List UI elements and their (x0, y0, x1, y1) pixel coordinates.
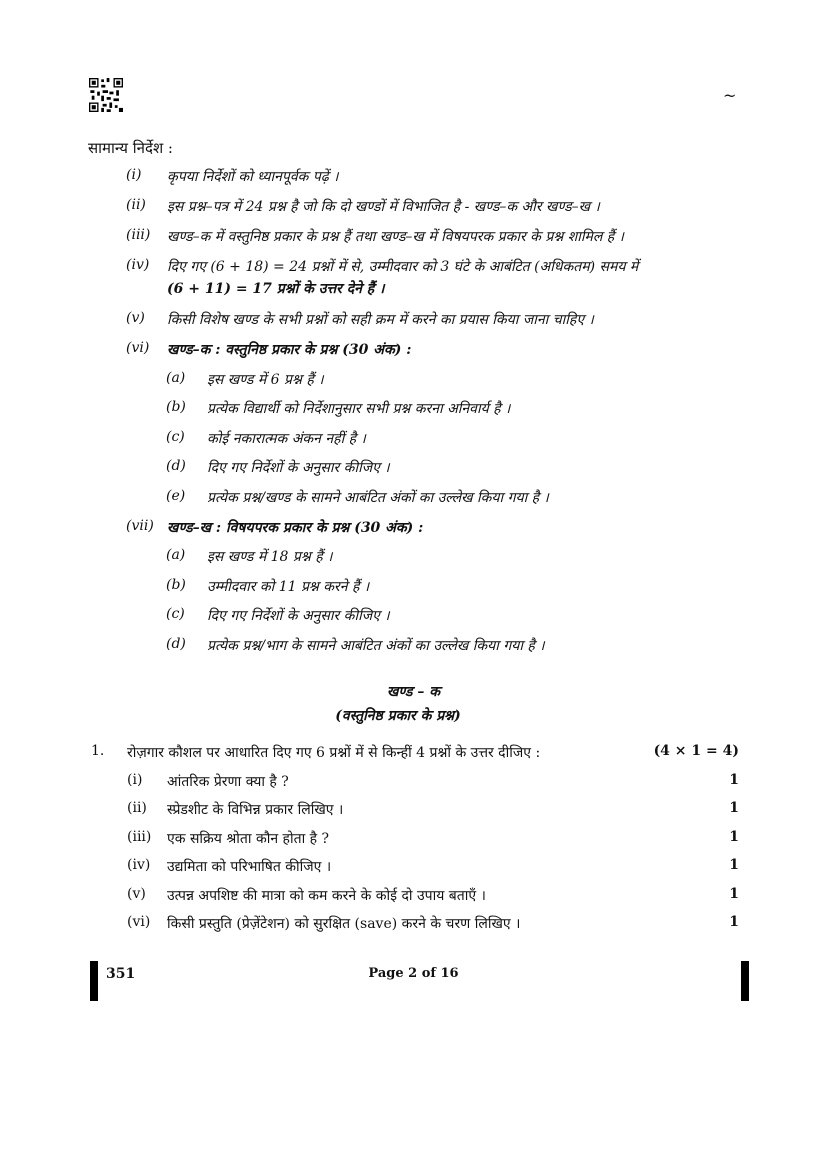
instruction-text: किसी विशेष खण्ड के सभी प्रश्नों को सही क्रम में करने का प्रयास किया जाना चाहिए । (167, 312, 594, 328)
question-part-number: (v) (127, 886, 146, 902)
question-part-number: (iv) (127, 857, 151, 873)
instruction-number: (v) (126, 310, 145, 326)
sub-instruction-number: (a) (166, 547, 186, 563)
footer-right-bar (741, 961, 749, 1001)
qr-code (89, 78, 123, 112)
general-instructions-heading: सामान्य निर्देश : (88, 139, 173, 157)
instruction-text: खण्ड–ख : विषयपरक प्रकार के प्रश्न (30 अंक) : (167, 520, 424, 536)
sub-instruction-text: प्रत्येक प्रश्न/भाग के सामने आबंटित अंकों का उल्लेख किया गया है । (207, 638, 545, 654)
sub-instruction-number: (d) (166, 636, 186, 652)
instruction-number: (i) (126, 167, 142, 183)
question-part-text: स्प्रेडशीट के विभिन्न प्रकार लिखिए । (167, 802, 344, 818)
question-part-text: एक सक्रिय श्रोता कौन होता है ? (167, 831, 330, 847)
paper-code: 351 (106, 966, 136, 982)
section-title: खण्ड – क (386, 684, 441, 700)
question-part-number: (vi) (127, 914, 151, 930)
question-part-mark: 1 (729, 886, 739, 902)
sub-instruction-number: (d) (166, 458, 186, 474)
question-part-text: आंतरिक प्रेरणा क्या है ? (167, 774, 289, 790)
instruction-number: (vi) (126, 340, 150, 356)
instruction-text: खण्ड–क : वस्तुनिष्ठ प्रकार के प्रश्न (30 अंक) : (167, 342, 412, 358)
question-part-number: (ii) (127, 800, 147, 816)
sub-instruction-number: (a) (166, 370, 186, 386)
sub-instruction-number: (b) (166, 399, 186, 415)
question-part-text: उत्पन्न अपशिष्ट की मात्रा को कम करने के कोई दो उपाय बताएँ । (167, 888, 486, 904)
instruction-number: (ii) (126, 197, 146, 213)
question-part-mark: 1 (729, 800, 739, 816)
question-part-text: उद्यमिता को परिभाषित कीजिए । (167, 859, 332, 875)
sub-instruction-number: (e) (166, 488, 186, 504)
question-text: रोज़गार कौशल पर आधारित दिए गए 6 प्रश्नों में से किन्हीं 4 प्रश्नों के उत्तर दीजिए : (127, 745, 541, 761)
sub-instruction-text: उम्मीदवार को 11 प्रश्न करने हैं । (207, 579, 370, 595)
page-number: Page 2 of 16 (368, 966, 459, 981)
sub-instruction-text: कोई नकारात्मक अंकन नहीं है । (207, 431, 366, 447)
sub-instruction-number: (c) (166, 606, 185, 622)
question-part-mark: 1 (729, 914, 739, 930)
instruction-number: (iv) (126, 257, 150, 273)
sub-instruction-number: (b) (166, 577, 186, 593)
question-part-number: (i) (127, 772, 143, 788)
instruction-text: दिए गए (6 + 18) = 24 प्रश्नों में से, उम्मीदवार को 3 घंटे के आबंटित (अधिकतम) समय में (167, 259, 639, 275)
sub-instruction-text: इस खण्ड में 6 प्रश्न हैं । (207, 372, 324, 388)
question-part-mark: 1 (729, 857, 739, 873)
instruction-text: खण्ड–क में वस्तुनिष्ठ प्रकार के प्रश्न हैं तथा खण्ड–ख में विषयपरक प्रकार के प्रश्न शामिल हैं । (167, 229, 624, 245)
instruction-text: इस प्रश्न–पत्र में 24 प्रश्न है जो कि दो खण्डों में विभाजित है - खण्ड–क और खण्ड–ख । (167, 199, 600, 215)
instruction-text-continued: (6 + 11) = 17 प्रश्नों के उत्तर देने हैं । (167, 281, 385, 297)
sub-instruction-text: प्रत्येक प्रश्न/खण्ड के सामने आबंटित अंकों का उल्लेख किया गया है । (207, 490, 549, 506)
question-part-mark: 1 (729, 772, 739, 788)
question-number: 1. (91, 743, 105, 759)
question-part-mark: 1 (729, 829, 739, 845)
sub-instruction-number: (c) (166, 429, 185, 445)
question-part-number: (iii) (127, 829, 152, 845)
sub-instruction-text: दिए गए निर्देशों के अनुसार कीजिए । (207, 608, 390, 624)
corner-mark: ~ (723, 86, 737, 105)
question-marks: (4 × 1 = 4) (653, 743, 739, 759)
section-subtitle: (वस्तुनिष्ठ प्रकार के प्रश्न) (335, 708, 461, 724)
question-part-text: किसी प्रस्तुति (प्रेज़ेंटेशन) को सुरक्षित (save) करने के चरण लिखिए । (167, 916, 521, 932)
sub-instruction-text: प्रत्येक विद्यार्थी को निर्देशानुसार सभी प्रश्न करना अनिवार्य है । (207, 401, 511, 417)
instruction-number: (iii) (126, 227, 151, 243)
sub-instruction-text: इस खण्ड में 18 प्रश्न हैं । (207, 549, 333, 565)
sub-instruction-text: दिए गए निर्देशों के अनुसार कीजिए । (207, 460, 390, 476)
instruction-text: कृपया निर्देशों को ध्यानपूर्वक पढ़ें । (167, 169, 339, 185)
instruction-number: (vii) (126, 518, 154, 534)
